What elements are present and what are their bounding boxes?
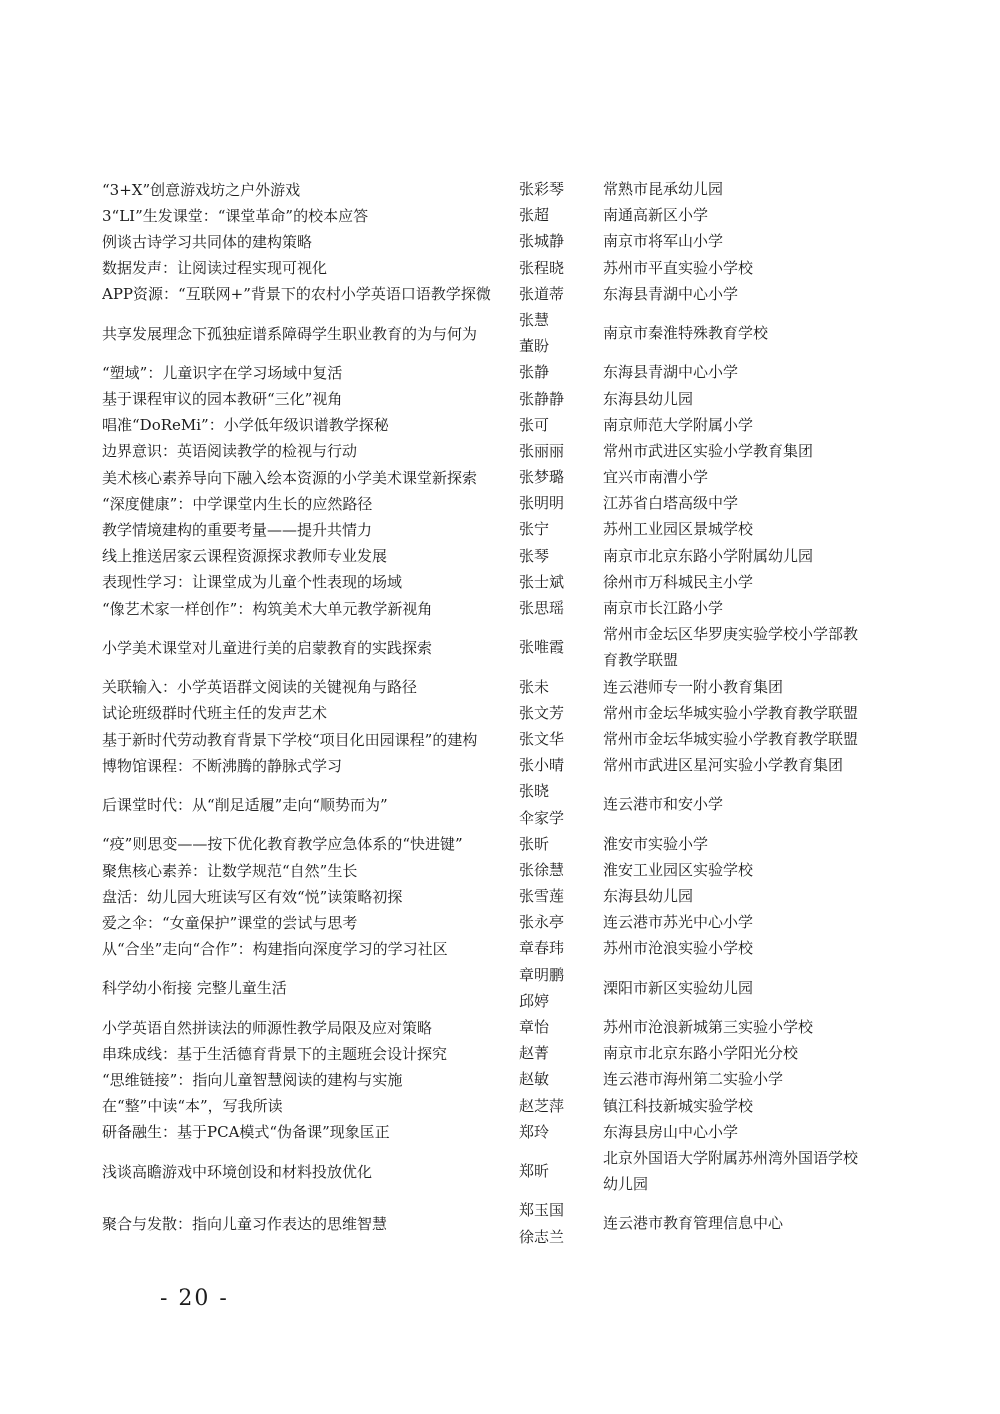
paper-title: 共享发展理念下孤独症谱系障碍学生职业教育的为与何为: [102, 324, 478, 343]
author-cell: [519, 700, 603, 726]
organization-name: 南京市将军山小学: [603, 232, 724, 251]
author-name: 张彩琴: [519, 180, 565, 198]
paper-title: 后课堂时代：从“削足适履”走向“顺势而为”: [102, 796, 388, 815]
author-cell: [519, 543, 603, 569]
author-cell: [519, 962, 603, 1014]
author-cell: [519, 438, 603, 464]
organization-cell: [603, 320, 891, 346]
organization-name: 宜兴市南漕小学: [603, 468, 709, 487]
organization-name: 南通高新区小学: [603, 206, 709, 225]
organization-cell: [603, 1119, 891, 1145]
author-cell: [519, 228, 603, 254]
organization-name: 育教学联盟: [603, 651, 679, 670]
organization-cell: [603, 228, 891, 254]
author-cell: [519, 726, 603, 752]
author-cell: [519, 1014, 603, 1040]
author-name: 张程晓: [519, 258, 565, 277]
author-cell: [519, 831, 603, 857]
organization-name: 常熟市昆承幼儿园: [603, 180, 724, 198]
paper-title: 研备融生：基于PCA模式“伪备课”现象匡正: [102, 1123, 390, 1142]
organization-cell: [603, 726, 891, 752]
paper-title: 试论班级群时代班主任的发声艺术: [102, 704, 328, 723]
list-item: [102, 202, 892, 228]
list-item: [102, 857, 892, 883]
organization-name: 连云港市海州第二实验小学: [603, 1070, 784, 1089]
author-name: 赵敏: [519, 1070, 550, 1089]
paper-title: “塑域”：儿童识字在学习场域中复活: [102, 363, 343, 382]
organization-cell: [603, 543, 891, 569]
paper-title: 数据发声：让阅读过程实现可视化: [102, 259, 328, 278]
organization-name: 南京市长江路小学: [603, 599, 724, 618]
organization-cell: [603, 516, 891, 542]
organization-cell: [603, 1145, 891, 1197]
author-cell: [519, 569, 603, 595]
organization-cell: [603, 490, 891, 516]
organization-name: 苏州市沧浪实验小学校: [603, 939, 754, 958]
paper-title: 在“整”中读“本”，写我所读: [102, 1097, 283, 1116]
paper-title: 例谈古诗学习共同体的建构策略: [102, 232, 313, 251]
author-name: 张琴: [519, 546, 550, 565]
organization-cell: [603, 569, 891, 595]
author-cell: [519, 1093, 603, 1119]
author-cell: [519, 778, 603, 830]
organization-name: 苏州市沧浪新城第三实验小学校: [603, 1018, 814, 1037]
author-cell: [519, 883, 603, 909]
paper-title: 表现性学习：让课堂成为儿童个性表现的场域: [102, 573, 403, 592]
author-name: 张梦璐: [519, 468, 565, 487]
author-name: 郑玉国: [519, 1201, 565, 1220]
author-cell: [519, 1040, 603, 1066]
list-item: [102, 752, 892, 778]
author-cell: [519, 359, 603, 385]
list-item: [102, 831, 892, 857]
paper-title: 美术核心素养导向下融入绘本资源的小学美术课堂新探索: [102, 468, 478, 487]
organization-cell: [603, 752, 891, 778]
organization-cell: [603, 202, 891, 228]
paper-title: “3+X”创意游戏坊之户外游戏: [102, 180, 301, 199]
author-cell: [519, 255, 603, 281]
organization-cell: [603, 975, 891, 1001]
list-item: [102, 1145, 892, 1197]
organization-name: 淮安市实验小学: [603, 834, 709, 853]
organization-name: 溧阳市新区实验幼儿园: [603, 978, 754, 997]
list-item: [102, 935, 892, 961]
paper-title: 基于新时代劳动教育背景下学校“项目化田园课程”的建构: [102, 730, 478, 749]
list-item: [102, 255, 892, 281]
organization-cell: [603, 255, 891, 281]
list-item: [102, 778, 892, 830]
paper-title: 3“LI”生发课堂：“课堂革命”的校本应答: [102, 206, 369, 225]
organization-cell: [603, 700, 891, 726]
list-item: [102, 176, 892, 202]
organization-name: 东海县青湖中心小学: [603, 363, 739, 382]
organization-name: 常州市金坛华城实验小学教育教学联盟: [603, 729, 859, 748]
organization-cell: [603, 831, 891, 857]
author-cell: [519, 935, 603, 961]
author-name: 郑玲: [519, 1122, 550, 1141]
organization-name: 连云港市教育管理信息中心: [603, 1214, 784, 1233]
list-item: [102, 621, 892, 673]
author-cell: [519, 412, 603, 438]
list-item: [102, 962, 892, 1014]
organization-name: 南京市北京东路小学阳光分校: [603, 1044, 799, 1063]
organization-name: 淮安工业园区实验学校: [603, 860, 754, 879]
organization-name: 连云港市苏光中心小学: [603, 913, 754, 932]
author-name: 张唯霞: [519, 638, 565, 657]
list-item: [102, 490, 892, 516]
author-name: 徐志兰: [519, 1227, 565, 1246]
list-item: [102, 883, 892, 909]
organization-cell: [603, 412, 891, 438]
author-name: 张士斌: [519, 572, 565, 591]
author-name: 张晓: [519, 782, 550, 801]
organization-name: 北京外国语大学附属苏州湾外国语学校: [603, 1149, 859, 1167]
organization-cell: [603, 909, 891, 935]
organization-cell: [603, 857, 891, 883]
author-cell: [519, 1158, 603, 1184]
author-cell: [519, 674, 603, 700]
paper-title: 博物馆课程：不断沸腾的静脉式学习: [102, 756, 343, 775]
organization-cell: [603, 1066, 891, 1092]
author-cell: [519, 1119, 603, 1145]
organization-name: 徐州市万科城民主小学: [603, 572, 754, 591]
author-name: 董盼: [519, 337, 550, 356]
list-item: [102, 726, 892, 752]
organization-cell: [603, 935, 891, 961]
author-name: 张文华: [519, 729, 565, 748]
paper-title: 线上推送居家云课程资源探求教师专业发展: [102, 547, 388, 566]
author-name: 张思瑶: [519, 599, 565, 618]
author-name: 张超: [519, 206, 550, 225]
organization-name: 南京市秦淮特殊教育学校: [603, 324, 769, 343]
author-cell: [519, 634, 603, 660]
author-name: 张昕: [519, 834, 550, 853]
author-name: 张静: [519, 363, 550, 382]
author-cell: [519, 281, 603, 307]
list-item: [102, 412, 892, 438]
organization-cell: [603, 621, 891, 673]
organization-name: 东海县幼儿园: [603, 389, 694, 408]
paper-title: 小学美术课堂对儿童进行美的启蒙教育的实践探索: [102, 638, 433, 657]
paper-title: 爱之伞：“女童保护”课堂的尝试与思考: [102, 913, 358, 932]
paper-title: 唱准“DoReMi”：小学低年级识谱教学探秘: [102, 416, 389, 435]
author-name: 张静静: [519, 389, 565, 408]
organization-name: 南京市北京东路小学附属幼儿园: [603, 546, 814, 565]
author-cell: [519, 516, 603, 542]
organization-cell: [603, 464, 891, 490]
author-cell: [519, 752, 603, 778]
author-name: 章明鹏: [519, 965, 565, 984]
paper-title: 基于课程审议的园本教研“三化”视角: [102, 390, 343, 409]
organization-name: 苏州市平直实验小学校: [603, 258, 754, 277]
organization-name: 东海县青湖中心小学: [603, 284, 739, 303]
list-item: [102, 1040, 892, 1066]
author-name: 章春玮: [519, 939, 565, 958]
organization-name: 幼儿园: [603, 1175, 649, 1194]
author-name: 伞家学: [519, 808, 565, 827]
author-cell: [519, 1197, 603, 1249]
organization-cell: [603, 1093, 891, 1119]
list-item: [102, 281, 892, 307]
organization-cell: [603, 359, 891, 385]
organization-name: 常州市金坛区华罗庚实验学校小学部教: [603, 625, 859, 644]
author-cell: [519, 386, 603, 412]
author-name: 赵菁: [519, 1044, 550, 1063]
organization-name: 常州市武进区实验小学教育集团: [603, 441, 814, 460]
organization-name: 常州市武进区星河实验小学教育集团: [603, 756, 844, 775]
organization-name: 江苏省白塔高级中学: [603, 494, 739, 513]
organization-name: 镇江科技新城实验学校: [603, 1096, 754, 1115]
organization-cell: [603, 176, 891, 202]
organization-cell: [603, 1014, 891, 1040]
list-item: [102, 228, 892, 254]
list-item: [102, 674, 892, 700]
organization-name: 南京师范大学附属小学: [603, 415, 754, 434]
list-item: [102, 569, 892, 595]
list-item: [102, 516, 892, 542]
award-list: [102, 176, 892, 1250]
organization-cell: [603, 1210, 891, 1236]
author-name: 张城静: [519, 232, 565, 251]
list-item: [102, 438, 892, 464]
author-name: 张可: [519, 415, 550, 434]
organization-cell: [603, 674, 891, 700]
page-number: - 20 -: [160, 1286, 229, 1311]
organization-cell: [603, 791, 891, 817]
organization-name: 连云港师专一附小教育集团: [603, 677, 784, 696]
organization-name: 连云港市和安小学: [603, 795, 724, 814]
list-item: [102, 700, 892, 726]
author-cell: [519, 490, 603, 516]
list-item: [102, 307, 892, 359]
author-name: 张徐慧: [519, 860, 565, 879]
organization-name: 常州市金坛华城实验小学教育教学联盟: [603, 703, 859, 722]
author-cell: [519, 464, 603, 490]
organization-cell: [603, 883, 891, 909]
author-name: 张道蒂: [519, 284, 565, 303]
list-item: [102, 1093, 892, 1119]
paper-title: “疫”则思变——按下优化教育教学应急体系的“快进键”: [102, 835, 463, 854]
author-name: 张雪莲: [519, 887, 565, 906]
paper-title: 边界意识：英语阅读教学的检视与行动: [102, 442, 358, 461]
author-name: 赵芝萍: [519, 1096, 565, 1115]
author-name: 张慧: [519, 310, 550, 329]
list-item: [102, 464, 892, 490]
paper-title: APP资源：“互联网+”背景下的农村小学英语口语教学探微: [102, 285, 491, 304]
paper-title: “思维链接”：指向儿童智慧阅读的建构与实施: [102, 1071, 403, 1090]
paper-title: 关联输入：小学英语群文阅读的关键视角与路径: [102, 678, 418, 697]
paper-title: 小学英语自然拼读法的师源性教学局限及应对策略: [102, 1018, 433, 1037]
list-item: [102, 1066, 892, 1092]
paper-title: 从“合坐”走向“合作”：构建指向深度学习的学习社区: [102, 940, 448, 959]
list-item: [102, 909, 892, 935]
author-cell: [519, 857, 603, 883]
paper-title: 浅谈高瞻游戏中环境创设和材料投放优化: [102, 1162, 373, 1181]
author-name: 张未: [519, 677, 550, 696]
organization-name: 东海县幼儿园: [603, 887, 694, 906]
author-name: 章怡: [519, 1018, 550, 1037]
list-item: [102, 595, 892, 621]
list-item: [102, 386, 892, 412]
author-cell: [519, 307, 603, 359]
author-cell: [519, 202, 603, 228]
paper-title: “像艺术家一样创作”：构筑美术大单元教学新视角: [102, 599, 433, 618]
author-name: 邱婷: [519, 991, 550, 1010]
author-cell: [519, 595, 603, 621]
author-name: 郑昕: [519, 1162, 550, 1181]
paper-title: 聚焦核心素养：让数学规范“自然”生长: [102, 861, 358, 880]
organization-cell: [603, 595, 891, 621]
paper-title: 盘活：幼儿园大班读写区有效“悦”读策略初探: [102, 887, 403, 906]
author-name: 张永亭: [519, 913, 565, 932]
author-cell: [519, 1066, 603, 1092]
paper-title: 串珠成线：基于生活德育背景下的主题班会设计探究: [102, 1044, 448, 1063]
list-item: [102, 1197, 892, 1249]
list-item: [102, 1014, 892, 1040]
list-item: [102, 1119, 892, 1145]
author-name: 张宁: [519, 520, 550, 539]
organization-cell: [603, 438, 891, 464]
list-item: [102, 359, 892, 385]
paper-title: 教学情境建构的重要考量——提升共情力: [102, 521, 373, 540]
author-name: 张文芳: [519, 703, 565, 722]
author-cell: [519, 176, 603, 202]
organization-cell: [603, 386, 891, 412]
author-name: 张丽丽: [519, 441, 565, 460]
author-name: 张小晴: [519, 756, 565, 775]
organization-cell: [603, 1040, 891, 1066]
paper-title: 科学幼小衔接 完整儿童生活: [102, 979, 287, 998]
list-item: [102, 543, 892, 569]
organization-name: 苏州工业园区景城学校: [603, 520, 754, 539]
author-name: 张明明: [519, 494, 565, 513]
paper-title: 聚合与发散：指向儿童习作表达的思维智慧: [102, 1215, 388, 1234]
organization-name: 东海县房山中心小学: [603, 1122, 739, 1141]
organization-cell: [603, 281, 891, 307]
paper-title: “深度健康”：中学课堂内生长的应然路径: [102, 494, 373, 513]
author-cell: [519, 909, 603, 935]
